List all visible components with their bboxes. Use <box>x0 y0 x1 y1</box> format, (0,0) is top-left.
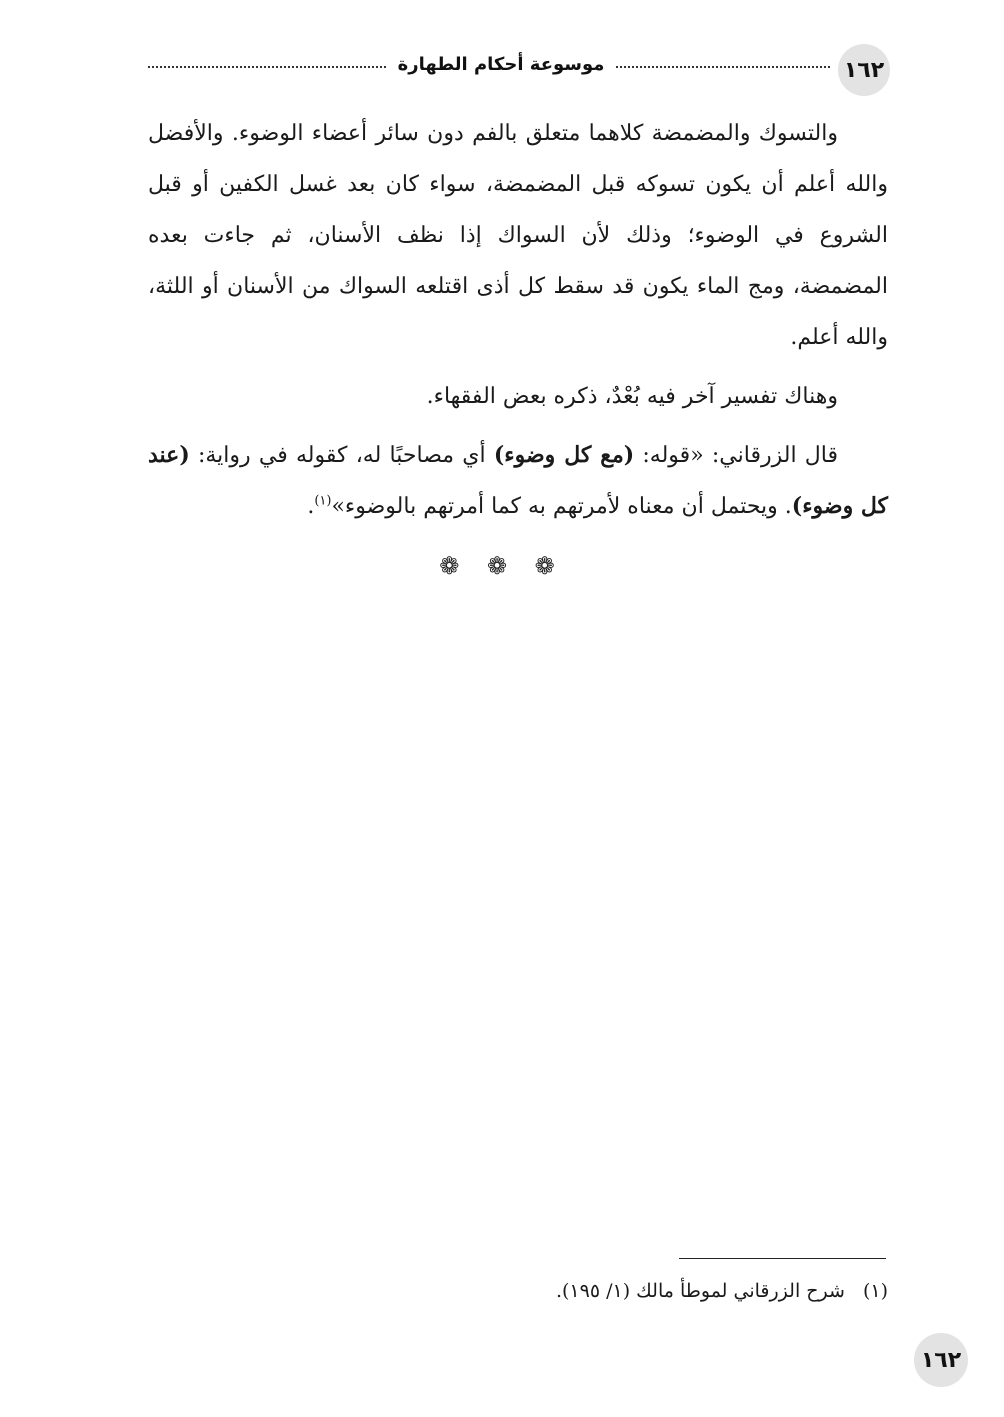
footnote-text: شرح الزرقاني لموطأ مالك (١/ ١٩٥). <box>555 1280 845 1302</box>
footnote-number: (١) <box>862 1280 888 1302</box>
main-text <box>148 108 888 532</box>
footer-page-number: ١٦٢ <box>914 1333 968 1387</box>
paragraph-2: وهناك تفسير آخر فيه بُعْدٌ، ذكره بعض الفقهاء. <box>426 384 838 409</box>
paragraph-1: والتسوك والمضمضة كلاهما متعلق بالفم دون سائر أعضاء الوضوء. والأفضل والله أعلم أن يكون تسوكه قبل المضمضة، سواء كان بعد غسل الكفين أو قبل الشروع في الوضوء؛ وذلك لأن السواك إذا نظف الأسنان، ثم جاءت بعده المضمضة، ومج الماء يكون قد سقط كل أذى اقتلعه السواك من الأسنان أو اللثة، والله أعلم. <box>148 121 888 350</box>
hadith-quote-2: (عند كل وضوء) <box>148 442 888 519</box>
footnote-reference[interactable]: (١) <box>314 493 332 509</box>
header-page-number: ١٦٢ <box>838 44 890 96</box>
paragraph-3: قال الزرقاني: «قوله: (مع كل وضوء) أي مصاحبًا له، كقوله في رواية: (عند كل وضوء). ويحتمل أن معناه لأمرتهم به كما أمرتهم بالوضوء»$^{(١)}$. <box>148 442 888 519</box>
footnote <box>148 1276 888 1306</box>
header-book-title: موسوعة أحكام الطهارة <box>388 54 615 75</box>
section-divider-ornaments: ❁ ❁ ❁ <box>439 552 565 580</box>
hadith-quote-1: (مع كل وضوء) <box>493 442 635 468</box>
footnote-separator <box>679 1258 886 1259</box>
page-header <box>148 44 890 96</box>
